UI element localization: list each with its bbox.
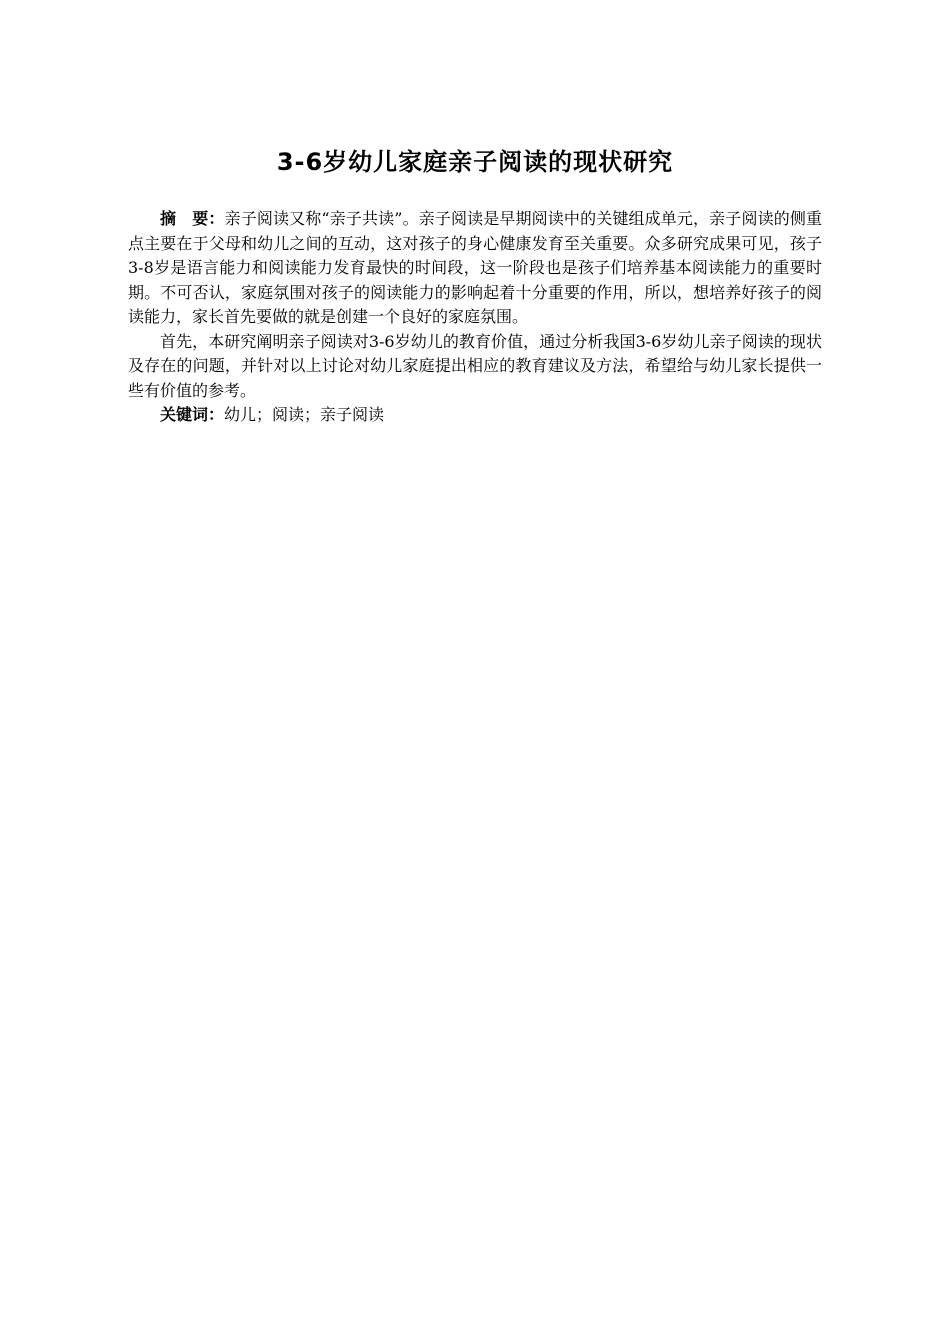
abstract-label: 摘 要： xyxy=(160,209,225,228)
keywords-label: 关键词： xyxy=(160,405,225,424)
abstract-text: 亲子阅读又称“亲子共读”。亲子阅读是早期阅读中的关键组成单元，亲子阅读的侧重点主要在于父母和幼儿之间的互动，这对孩子的身心健康发育至关重要。众多研究成果可见，孩子3-8岁是语言能力和阅读能力发育最快的时间段，这一阶段也是孩子们培养基本阅读能力的重要时期。不可否认，家庭氛围对孩子的阅读能力的影响起着十分重要的作用，所以，想培养好孩子的阅读能力，家长首先要做的就是创建一个良好的家庭氛围。 xyxy=(128,209,822,326)
abstract-section xyxy=(128,207,822,428)
method-paragraph: 首先，本研究阐明亲子阅读对3-6岁幼儿的教育价值，通过分析我国3-6岁幼儿亲子阅读的现状及存在的问题，并针对以上讨论对幼儿家庭提出相应的教育建议及方法，希望给与幼儿家长提供一些有价值的参考。 xyxy=(128,331,822,400)
abstract-paragraph xyxy=(128,207,822,330)
keywords-text: 幼儿；阅读；亲子阅读 xyxy=(224,405,385,424)
keywords-line xyxy=(128,403,822,428)
document-title: 3-6岁幼儿家庭亲子阅读的现状研究 xyxy=(276,148,674,176)
